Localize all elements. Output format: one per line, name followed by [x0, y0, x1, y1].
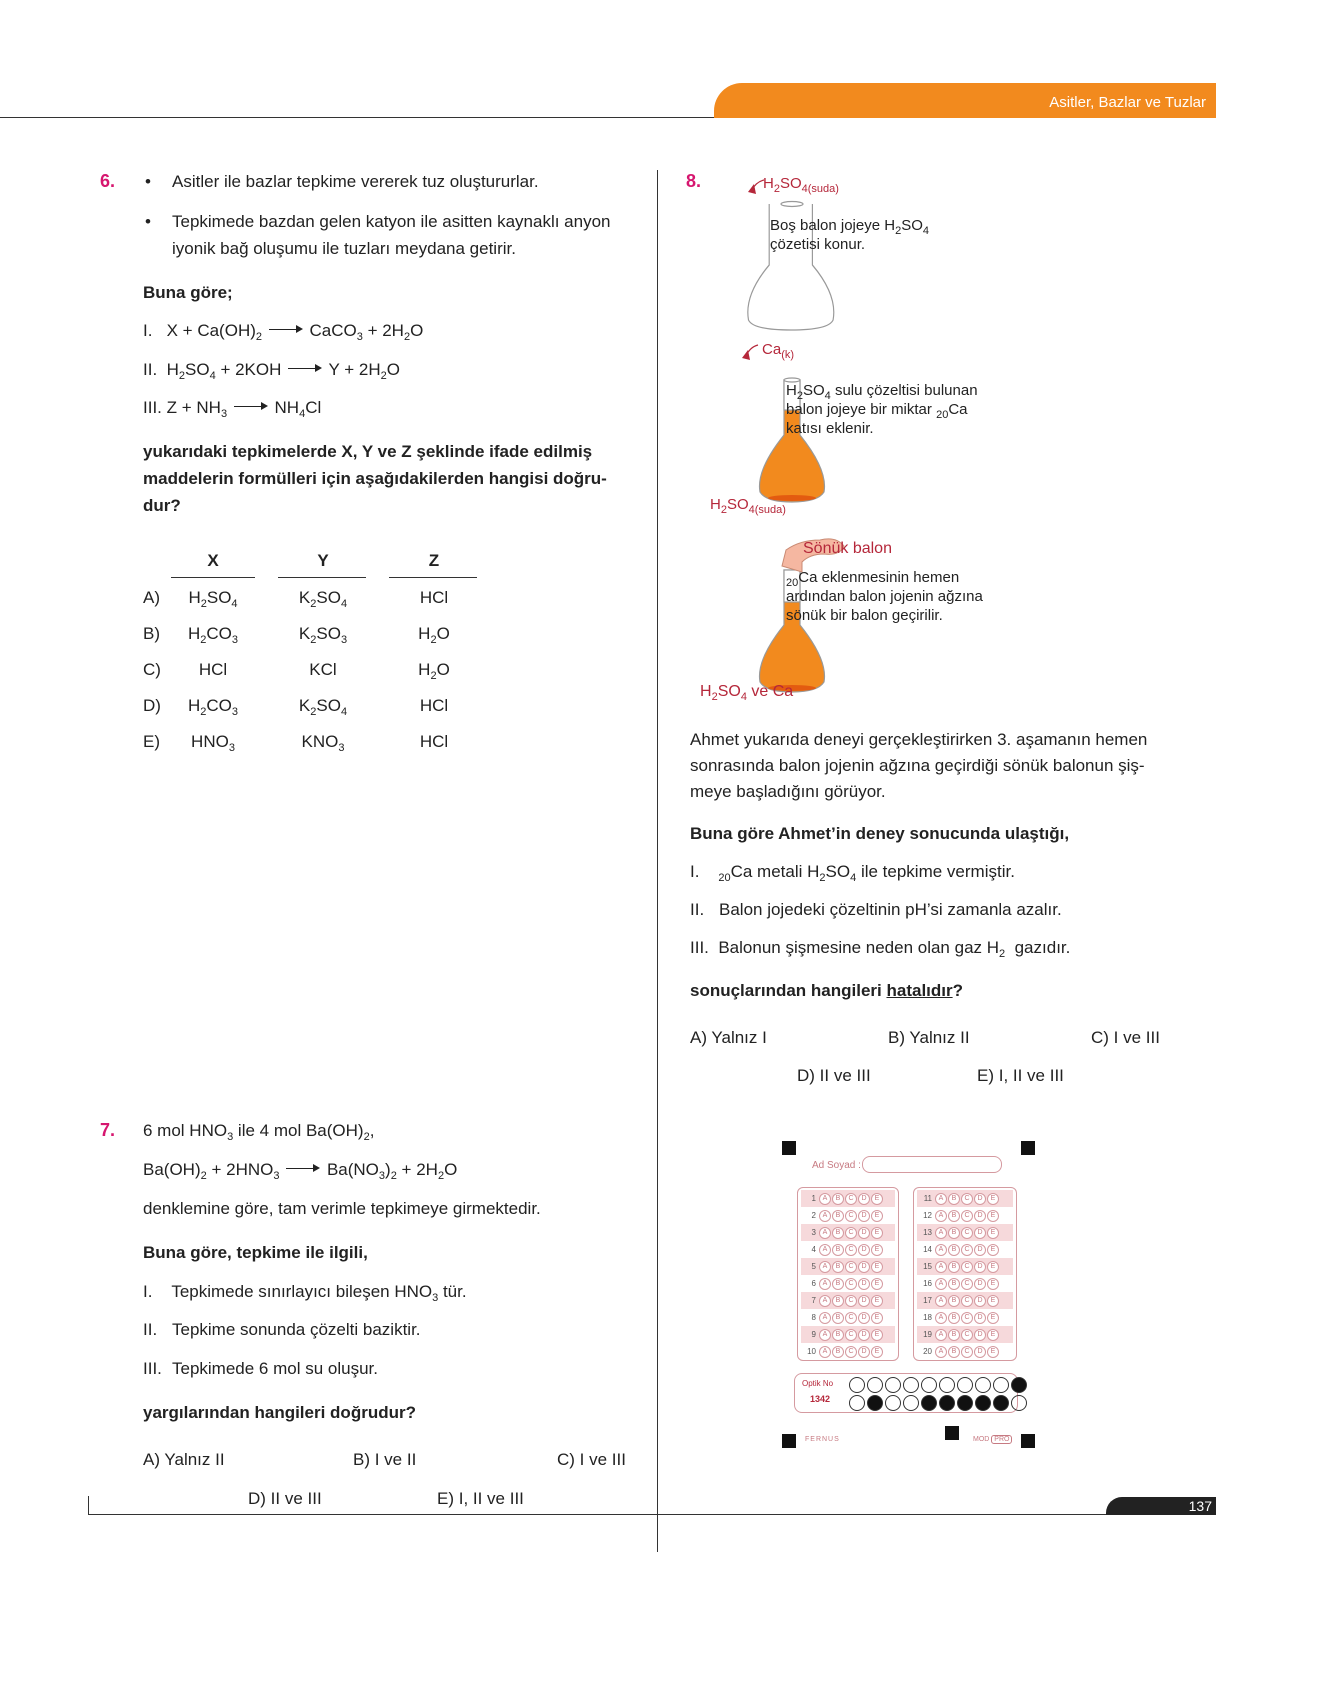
answer-row: [917, 1241, 1013, 1258]
answer-bubble[interactable]: A: [935, 1278, 947, 1290]
answer-bubble[interactable]: E: [871, 1295, 883, 1307]
q8-question: [690, 981, 963, 1001]
answer-bubble[interactable]: E: [871, 1312, 883, 1324]
answer-bubble[interactable]: A: [819, 1244, 831, 1256]
option-b-x: $H_2CO_3$: [187, 624, 239, 646]
step-3-text-line-1: $_{20}$Ca eklenmesinin hemen: [786, 569, 960, 589]
q7-option-c[interactable]: C) I ve III: [557, 1450, 626, 1469]
answer-number: 6: [811, 1279, 816, 1288]
answer-bubble[interactable]: C: [961, 1193, 973, 1205]
option-c-z: $H_2O$: [418, 660, 450, 682]
answer-number: 11: [923, 1194, 932, 1203]
answer-bubble[interactable]: C: [845, 1346, 857, 1358]
answer-row: [917, 1343, 1013, 1360]
q7-intro: 6 mol $HNO_3$ ile 4 mol $Ba(OH)_2$,: [143, 1121, 375, 1143]
q8-option-b[interactable]: B) Yalnız II: [888, 1028, 970, 1047]
answer-number: 18: [923, 1313, 932, 1322]
answer-row: [801, 1326, 895, 1343]
q6-lead: Buna göre;: [143, 283, 233, 302]
answer-row: [801, 1207, 895, 1224]
answer-number: 5: [811, 1262, 816, 1271]
q8-question-post: ?: [952, 981, 963, 1000]
experiment-figure: [740, 170, 870, 730]
answer-bubble[interactable]: A: [819, 1210, 831, 1222]
q7-text: denklemine göre, tam verimle tepkimeye girmektedir.: [143, 1199, 541, 1218]
answer-bubble[interactable]: C: [961, 1278, 973, 1290]
q7-intro-end: ,: [369, 1121, 375, 1140]
q7-statement-2: Tepkime sonunda çözelti baziktir.: [172, 1320, 421, 1339]
answer-bubble[interactable]: D: [858, 1193, 870, 1205]
answer-bubble[interactable]: E: [871, 1329, 883, 1341]
optic-bubble[interactable]: [903, 1395, 919, 1411]
optic-bubble-filled[interactable]: [867, 1395, 883, 1411]
answer-bubble[interactable]: B: [948, 1193, 960, 1205]
answer-bubble[interactable]: C: [845, 1261, 857, 1273]
answer-bubble[interactable]: E: [871, 1210, 883, 1222]
answer-row: [801, 1190, 895, 1207]
header-rule: [0, 117, 716, 118]
answer-number: 9: [811, 1330, 816, 1339]
answer-bubble[interactable]: D: [858, 1312, 870, 1324]
answer-bubble[interactable]: D: [858, 1278, 870, 1290]
answer-number: 3: [811, 1228, 816, 1237]
optic-bubble[interactable]: [957, 1377, 973, 1393]
col-header-rule: [389, 577, 477, 578]
answer-bubble[interactable]: C: [961, 1346, 973, 1358]
answer-bubble[interactable]: E: [987, 1244, 999, 1256]
q6-reaction-3: III. $Z + NH_3$ $NH_4Cl$: [143, 398, 322, 420]
q8-paragraph-line-2: sonrasında balon jojenin ağzına geçirdiği sönük balonun şiş-: [690, 756, 1145, 775]
q6-question-line-3: dur?: [143, 496, 181, 515]
option-a-z: HCl: [419, 588, 449, 607]
answer-bubble[interactable]: A: [935, 1244, 947, 1256]
brand-right: [973, 1436, 1012, 1443]
answer-number: 7: [811, 1296, 816, 1305]
name-label: Ad Soyad :: [812, 1160, 861, 1171]
answer-bubble[interactable]: B: [832, 1227, 844, 1239]
q8-lead: Buna göre Ahmet’in deney sonucunda ulaştığı,: [690, 824, 1070, 843]
q8-statement-2: Balon jojedeki çözeltinin pH’si zamanla azalır.: [719, 900, 1062, 919]
answer-bubble[interactable]: A: [819, 1261, 831, 1273]
answer-bubble[interactable]: A: [819, 1329, 831, 1341]
answer-bubble[interactable]: B: [832, 1312, 844, 1324]
answer-row: [917, 1224, 1013, 1241]
q7-statement-3-num: III.: [143, 1359, 162, 1378]
q8-option-d[interactable]: D) II ve III: [797, 1066, 871, 1085]
answer-bubble[interactable]: D: [974, 1329, 986, 1341]
option-d-z: HCl: [419, 696, 449, 715]
step-3-text-line-3: sönük bir balon geçirilir.: [786, 607, 943, 624]
answer-row: [917, 1309, 1013, 1326]
corner-marker: [945, 1426, 959, 1440]
answer-number: 20: [923, 1347, 932, 1356]
answer-bubble[interactable]: B: [948, 1295, 960, 1307]
empty-flask-icon: [748, 180, 834, 330]
q6-bullet-2-line-1: Tepkimede bazdan gelen katyon ile asitten kaynaklı anyon: [172, 212, 611, 231]
answer-bubble[interactable]: D: [974, 1227, 986, 1239]
answer-row: [917, 1326, 1013, 1343]
answer-bubble[interactable]: A: [935, 1312, 947, 1324]
answer-bubble[interactable]: A: [819, 1346, 831, 1358]
corner-marker: [782, 1141, 796, 1155]
answer-bubble[interactable]: D: [974, 1295, 986, 1307]
q7-lead: Buna göre, tepkime ile ilgili,: [143, 1243, 368, 1262]
answer-bubble[interactable]: E: [871, 1261, 883, 1273]
step-1-text-line-2: çözetisi konur.: [770, 236, 866, 253]
option-d-x: $H_2CO_3$: [187, 696, 239, 718]
answer-bubble[interactable]: E: [871, 1346, 883, 1358]
answer-row: [801, 1258, 895, 1275]
answer-bubble[interactable]: C: [845, 1193, 857, 1205]
q6-reaction-2: II. $H_2SO_4 + 2KOH$ $Y + 2H_2O$: [143, 360, 401, 382]
option-label[interactable]: E): [143, 732, 160, 751]
answer-bubble[interactable]: C: [845, 1227, 857, 1239]
answer-number: 2: [811, 1211, 816, 1220]
q8-statement-2-num: II.: [690, 900, 705, 919]
answer-number: 12: [923, 1211, 932, 1220]
optic-bubble[interactable]: [849, 1395, 865, 1411]
answer-bubble[interactable]: A: [819, 1278, 831, 1290]
q7-option-b[interactable]: B) I ve II: [353, 1450, 417, 1469]
answer-bubble[interactable]: E: [871, 1278, 883, 1290]
answer-bubble[interactable]: C: [845, 1210, 857, 1222]
answer-row: [801, 1224, 895, 1241]
option-label[interactable]: A): [143, 588, 160, 607]
answer-bubble[interactable]: C: [961, 1312, 973, 1324]
answer-row: [917, 1190, 1013, 1207]
answer-row: [801, 1275, 895, 1292]
option-label[interactable]: D): [143, 696, 161, 715]
answer-bubble[interactable]: D: [974, 1210, 986, 1222]
answer-bubble[interactable]: B: [832, 1329, 844, 1341]
answer-number: 4: [811, 1245, 816, 1254]
answer-row: [917, 1275, 1013, 1292]
option-e-y: $KNO_3$: [301, 732, 345, 754]
answer-bubble[interactable]: D: [858, 1329, 870, 1341]
answer-row: [801, 1309, 895, 1326]
answer-bubble[interactable]: C: [845, 1312, 857, 1324]
answer-bubble[interactable]: A: [819, 1227, 831, 1239]
answer-bubble[interactable]: B: [832, 1244, 844, 1256]
answer-bubble[interactable]: D: [974, 1193, 986, 1205]
answer-bubble[interactable]: C: [845, 1244, 857, 1256]
answer-bubble[interactable]: B: [832, 1210, 844, 1222]
answer-bubble[interactable]: C: [961, 1227, 973, 1239]
answer-bubble[interactable]: B: [948, 1312, 960, 1324]
answer-bubble[interactable]: A: [819, 1295, 831, 1307]
answer-bubble[interactable]: D: [858, 1244, 870, 1256]
col-header-rule: [278, 577, 366, 578]
optic-bubble-filled[interactable]: [921, 1395, 937, 1411]
answer-bubble[interactable]: E: [871, 1244, 883, 1256]
answer-bubble[interactable]: D: [858, 1210, 870, 1222]
q6-question-line-1: yukarıdaki tepkimelerde X, Y ve Z şeklinde ifade edilmiş: [143, 442, 593, 461]
optic-bubble-filled[interactable]: [957, 1395, 973, 1411]
answer-row: [917, 1292, 1013, 1309]
answer-bubble[interactable]: D: [858, 1261, 870, 1273]
optic-bubble[interactable]: [993, 1377, 1009, 1393]
flask-3-bottom-label: $H_2SO_4$ ve Ca: [700, 683, 794, 703]
optic-bubble[interactable]: [885, 1377, 901, 1393]
answer-bubble[interactable]: E: [987, 1312, 999, 1324]
balloon-label: Sönük balon: [803, 540, 892, 557]
answer-bubble[interactable]: C: [961, 1210, 973, 1222]
answer-bubble[interactable]: E: [987, 1261, 999, 1273]
answer-bubble[interactable]: D: [974, 1312, 986, 1324]
q6-reaction-1: I. $X + Ca(OH)_2$ CaCO$_3$ + $2H_2O$: [143, 321, 424, 343]
column-divider: [657, 170, 658, 1552]
answer-bubble[interactable]: C: [961, 1261, 973, 1273]
answer-bubble[interactable]: C: [845, 1278, 857, 1290]
answer-number: 10: [807, 1347, 816, 1356]
answer-row: [917, 1258, 1013, 1275]
answer-bubble[interactable]: E: [987, 1295, 999, 1307]
optic-bubble[interactable]: [921, 1377, 937, 1393]
answer-bubble[interactable]: E: [987, 1193, 999, 1205]
reaction-arrow-icon: [288, 363, 322, 373]
answer-bubble[interactable]: E: [987, 1210, 999, 1222]
step-1-text-line-1: Boş balon jojeye $H_2SO_4$: [770, 217, 930, 237]
q7-statement-2-num: II.: [143, 1320, 158, 1339]
answer-bubble[interactable]: D: [974, 1278, 986, 1290]
corner-marker: [782, 1434, 796, 1448]
optic-bubble[interactable]: [939, 1377, 955, 1393]
option-b-z: $H_2O$: [418, 624, 450, 646]
q6-bullet-1: Asitler ile bazlar tepkime vererek tuz oluştururlar.: [172, 172, 539, 191]
answer-bubble[interactable]: B: [948, 1244, 960, 1256]
q8-statement-1: I. $_{20}$Ca metali $H_2SO_4$ ile tepkime vermiştir.: [690, 862, 1015, 884]
answer-bubble[interactable]: B: [832, 1295, 844, 1307]
optic-bubble[interactable]: [885, 1395, 901, 1411]
q8-paragraph-line-1: Ahmet yukarıda deneyi gerçekleştirirken 3. aşamanın hemen: [690, 730, 1148, 749]
q7-question: yargılarından hangileri doğrudur?: [143, 1403, 416, 1422]
q7-option-e[interactable]: E) I, II ve III: [437, 1489, 524, 1508]
answer-bubble[interactable]: B: [832, 1193, 844, 1205]
q7-option-a[interactable]: A) Yalnız II: [143, 1450, 225, 1469]
name-field[interactable]: [862, 1156, 1002, 1173]
q7-option-d[interactable]: D) II ve III: [248, 1489, 322, 1508]
answer-bubble[interactable]: B: [832, 1278, 844, 1290]
brand-left: FERNUS: [805, 1436, 840, 1443]
optic-no-row-bottom: [849, 1395, 1029, 1416]
answer-bubble[interactable]: B: [948, 1329, 960, 1341]
optic-bubble[interactable]: [849, 1377, 865, 1393]
brand-right-text: MOD: [973, 1436, 990, 1443]
answer-bubble[interactable]: B: [832, 1261, 844, 1273]
page-number: 137: [1188, 1498, 1212, 1514]
q8-statement-3: III. Balonun şişmesine neden olan gaz $H_2$ gazıdır.: [690, 938, 1071, 960]
optic-bubble[interactable]: [903, 1377, 919, 1393]
answer-bubble[interactable]: C: [961, 1295, 973, 1307]
col-header-y: Y: [317, 551, 329, 570]
answer-number: 15: [923, 1262, 932, 1271]
flask-2-bottom-label: $H_2SO_{4(suda)}$: [710, 496, 786, 516]
answer-bubble[interactable]: C: [845, 1329, 857, 1341]
option-e-x: $HNO_3$: [191, 732, 235, 754]
answer-number: 1: [811, 1194, 816, 1203]
footer-tick: [88, 1496, 89, 1515]
answer-bubble[interactable]: D: [974, 1346, 986, 1358]
question-8-number: 8.: [686, 171, 702, 191]
answer-bubble[interactable]: E: [871, 1193, 883, 1205]
answer-row: [917, 1207, 1013, 1224]
answer-bubble[interactable]: C: [961, 1244, 973, 1256]
flask-2-top-label: $Ca_{(k)}$: [762, 341, 795, 361]
col-header-z: Z: [428, 551, 440, 570]
reaction-arrow-icon: [286, 1163, 320, 1173]
step-2-text-line-2: balon jojeye bir miktar $_{20}$Ca: [786, 401, 968, 421]
step-3-text-line-2: ardından balon jojenin ağzına: [786, 588, 983, 605]
answer-bubble[interactable]: B: [948, 1261, 960, 1273]
option-c-y: KCl: [309, 660, 337, 679]
answer-bubble[interactable]: A: [935, 1346, 947, 1358]
optic-bubble-filled[interactable]: [993, 1395, 1009, 1411]
q7-statement-1: I. Tepkimede sınırlayıcı bileşen $HNO_3$ tür.: [143, 1282, 467, 1304]
optic-bubble-filled[interactable]: [975, 1395, 991, 1411]
answer-bubble[interactable]: B: [948, 1227, 960, 1239]
answer-bubble[interactable]: D: [974, 1244, 986, 1256]
option-label[interactable]: B): [143, 624, 160, 643]
option-e-z: HCl: [419, 732, 449, 751]
q8-option-a[interactable]: A) Yalnız I: [690, 1028, 767, 1047]
option-a-y: $K_2SO_4$: [298, 588, 348, 610]
optic-no-label: Optik No: [802, 1379, 834, 1388]
answer-bubble[interactable]: D: [858, 1295, 870, 1307]
optic-bubble-filled[interactable]: [1011, 1377, 1027, 1393]
answer-bubble[interactable]: E: [987, 1329, 999, 1341]
reaction-arrow-icon: [234, 401, 268, 411]
option-label[interactable]: C): [143, 660, 161, 679]
brand-badge: PRO: [991, 1435, 1012, 1444]
q6-question-line-2: maddelerin formülleri için aşağıdakilerden hangisi doğru-: [143, 469, 607, 488]
flask-1-top-label: $H_2SO_{4(suda)}$: [763, 175, 839, 195]
q7-statement-3: Tepkimede 6 mol su oluşur.: [172, 1359, 378, 1378]
q6-bullet-dot: •: [145, 212, 151, 231]
step-2-text-line-1: $H_2SO_4$ sulu çözeltisi bulunan: [786, 382, 978, 402]
answer-bubble[interactable]: E: [871, 1227, 883, 1239]
answer-number: 8: [811, 1313, 816, 1322]
answer-bubble[interactable]: E: [987, 1227, 999, 1239]
answer-bubble[interactable]: D: [974, 1261, 986, 1273]
answer-bubble[interactable]: A: [935, 1227, 947, 1239]
answer-bubble[interactable]: B: [832, 1346, 844, 1358]
answer-bubble[interactable]: B: [948, 1278, 960, 1290]
answer-bubble[interactable]: A: [819, 1312, 831, 1324]
q8-option-c[interactable]: C) I ve III: [1091, 1028, 1160, 1047]
answer-bubble[interactable]: A: [935, 1210, 947, 1222]
answer-bubble[interactable]: D: [858, 1227, 870, 1239]
q8-paragraph-line-3: meye başladığını görüyor.: [690, 782, 886, 801]
answer-bubble[interactable]: A: [935, 1261, 947, 1273]
answer-bubble[interactable]: C: [961, 1329, 973, 1341]
answer-number: 13: [923, 1228, 932, 1237]
optic-bubble[interactable]: [1011, 1395, 1027, 1411]
question-6-number: 6.: [100, 171, 116, 191]
answer-row: [801, 1241, 895, 1258]
q8-question-pre: sonuçlarından hangileri: [690, 981, 887, 1000]
answer-number: 17: [923, 1296, 932, 1305]
q6-bullet-2-line-2: iyonik bağ oluşumu ile tuzları meydana getirir.: [172, 239, 516, 258]
q7-reaction: $Ba(OH)_2 + 2HNO_3$ $Ba(NO_3)_2 + 2H_2O$: [143, 1160, 458, 1182]
optic-no-value: 1342: [810, 1394, 831, 1404]
optic-bubble[interactable]: [867, 1377, 883, 1393]
reaction-arrow-icon: [269, 324, 303, 334]
answer-number: 19: [923, 1330, 932, 1339]
answer-bubble[interactable]: B: [948, 1210, 960, 1222]
answer-bubble[interactable]: A: [935, 1295, 947, 1307]
step-2-text-line-3: katısı eklenir.: [786, 420, 874, 437]
optic-bubble-filled[interactable]: [939, 1395, 955, 1411]
optic-bubble[interactable]: [975, 1377, 991, 1393]
header-title: Asitler, Bazlar ve Tuzlar: [1049, 94, 1206, 111]
answer-grid-right: [913, 1187, 1017, 1361]
answer-row: [801, 1343, 895, 1360]
q8-option-e[interactable]: E) I, II ve III: [977, 1066, 1064, 1085]
answer-bubble[interactable]: C: [845, 1295, 857, 1307]
answer-grid-left: [797, 1187, 899, 1361]
answer-bubble[interactable]: A: [935, 1193, 947, 1205]
answer-bubble[interactable]: E: [987, 1346, 999, 1358]
option-d-y: $K_2SO_4$: [298, 696, 348, 718]
answer-number: 14: [923, 1245, 932, 1254]
option-b-y: $K_2SO_3$: [298, 624, 348, 646]
answer-bubble[interactable]: A: [819, 1193, 831, 1205]
answer-bubble[interactable]: A: [935, 1329, 947, 1341]
corner-marker: [1021, 1434, 1035, 1448]
answer-bubble[interactable]: D: [858, 1346, 870, 1358]
col-header-rule: [171, 577, 255, 578]
corner-marker: [1021, 1141, 1035, 1155]
answer-number: 16: [923, 1279, 932, 1288]
q6-bullet-dot: •: [145, 172, 151, 191]
option-a-x: $H_2SO_4$: [188, 588, 238, 610]
question-7-number: 7.: [100, 1120, 116, 1140]
answer-bubble[interactable]: E: [987, 1278, 999, 1290]
answer-row: [801, 1292, 895, 1309]
col-header-x: X: [207, 551, 219, 570]
footer-rule: [88, 1514, 1216, 1515]
option-c-x: HCl: [198, 660, 228, 679]
answer-bubble[interactable]: B: [948, 1346, 960, 1358]
q8-question-emphasis: hatalıdır: [886, 981, 953, 1000]
